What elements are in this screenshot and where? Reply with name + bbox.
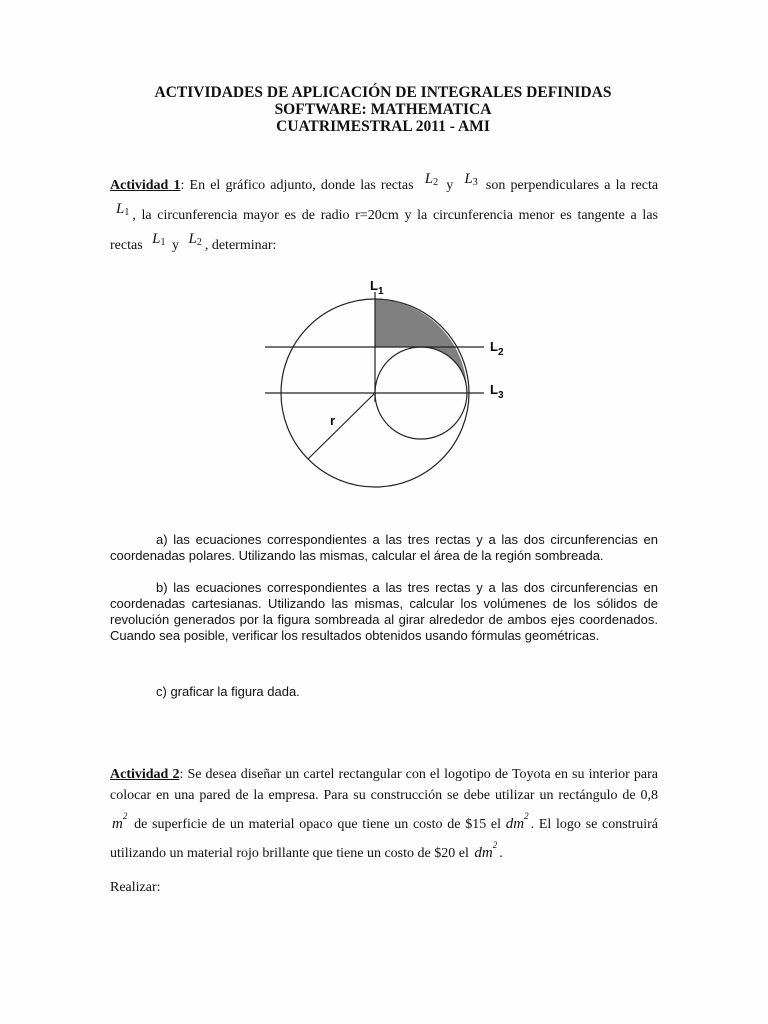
- header-line-2: SOFTWARE: MATHEMATICA: [274, 101, 492, 118]
- label-L2: $L_2$: [490, 339, 504, 358]
- header-line-3: CUATRIMESTRAL 2011 - AMI: [276, 118, 490, 135]
- item-a: a) las ecuaciones correspondientes a las tres rectas y a las dos circunferencias en coordenadas polares. Utilizando las mismas, calcular el área de la región sombreada.: [110, 532, 658, 563]
- math-L1b: $L_1$: [152, 231, 166, 248]
- activity-2-heading: Actividad 2: [110, 767, 180, 782]
- shaded-region: [375, 299, 467, 393]
- act1-y-2: y: [172, 238, 179, 253]
- radius-line: [308, 393, 375, 459]
- act2-text-4: .: [499, 846, 503, 861]
- activity-2-paragraph: [110, 764, 658, 864]
- act2-text-2: de superficie de un material opaco que tiene un costo de $15 el: [134, 817, 502, 832]
- act1-text-3: , la circunferencia mayor es de radio r=20cm y la circunferencia menor es tangente a las rectas: [110, 208, 658, 253]
- circle-figure: [240, 270, 530, 510]
- label-L3: $L_3$: [490, 382, 504, 401]
- item-b: b) las ecuaciones correspondientes a las tres rectas y a las dos circunferencias en coordenadas cartesianas. Utilizando las mismas, calcular los volúmenes de los sólidos de revolución generados por la figura sombreada al girar alrededor de ambos ejes coordenados. Cuando sea posible, verificar los resultados obtenidos usando fórmulas geométricas.: [110, 580, 658, 643]
- act1-text-4: , determinar:: [204, 238, 277, 253]
- label-r: r: [330, 413, 336, 428]
- act1-text-2: son perpendiculares a la recta: [485, 178, 659, 193]
- header-line-1: ACTIVIDADES DE APLICACIÓN DE INTEGRALES DEFINIDAS: [154, 84, 612, 101]
- math-L3: $L_3$: [464, 171, 478, 188]
- math-L1: $L_1$: [116, 201, 130, 218]
- realizar-label: Realizar:: [110, 880, 161, 895]
- act1-text-1: : En el gráfico adjunto, donde las rectas: [180, 178, 414, 193]
- document-header: [0, 84, 768, 135]
- act2-text-3: . El logo se construirá utilizando un material rojo brillante que tiene un costo de $20 el: [110, 817, 658, 861]
- math-dm2-2: $dm^2$: [474, 840, 498, 861]
- math-L2: $L_2$: [424, 171, 439, 188]
- math-dm2-1: $dm^2$: [505, 811, 529, 832]
- label-L1: $L_1$: [370, 278, 384, 297]
- activity-1-paragraph: [110, 172, 658, 262]
- activity-1-heading: Actividad 1: [110, 178, 181, 193]
- item-c: c) graficar la figura dada.: [156, 684, 300, 699]
- act1-y-1: y: [446, 178, 454, 193]
- math-L2b: $L_2$: [188, 231, 202, 248]
- math-m2: $m^2$: [112, 811, 128, 832]
- act2-text-1: : Se desea diseñar un cartel rectangular con el logotipo de Toyota en su interior para colocar en una pared de la empresa. Para su construcción se debe utilizar un rectángulo de 0,8: [110, 767, 658, 803]
